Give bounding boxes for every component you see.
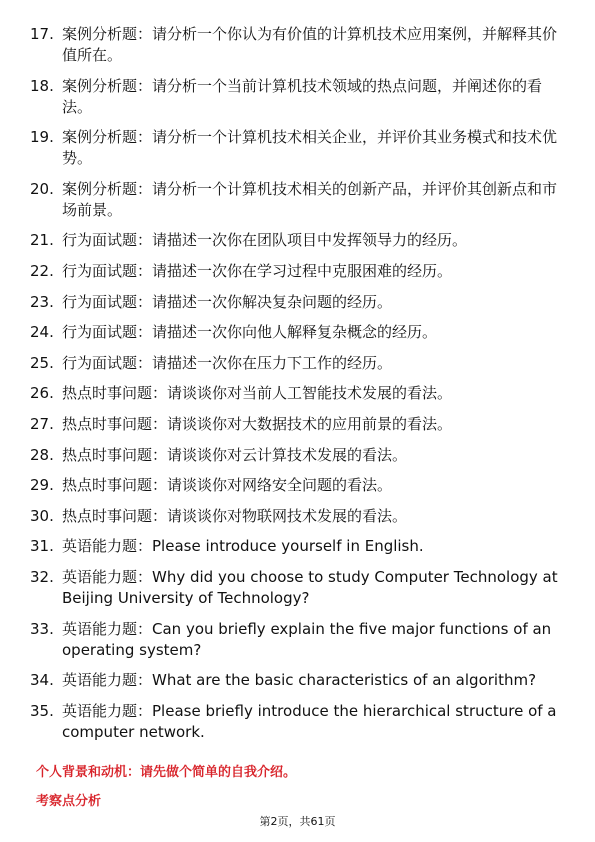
question-text: 案例分析题：请分析一个你认为有价值的计算机技术应用案例，并解释其价值所在。 [62, 25, 558, 64]
question-text: 行为面试题：请描述一次你在学习过程中克服困难的经历。 [62, 261, 453, 280]
question-text: 英语能力题：What are the basic characteristics of an algorithm? [62, 671, 537, 690]
question-text: 热点时事问题：请谈谈你对当前人工智能技术发展的看法。 [62, 384, 453, 403]
question-item [0, 619, 595, 661]
question-text: 行为面试题：请描述一次你在压力下工作的经历。 [62, 353, 393, 372]
question-item [0, 567, 595, 609]
question-text: 行为面试题：请描述一次你在团队项目中发挥领导力的经历。 [62, 231, 468, 250]
question-item [0, 383, 595, 404]
question-number: 23. [30, 292, 54, 311]
question-text: 热点时事问题：请谈谈你对物联网技术发展的看法。 [62, 506, 408, 525]
question-number: 25. [30, 353, 54, 372]
question-item [0, 292, 595, 313]
question-item [0, 353, 595, 374]
question-number: 17. [30, 25, 54, 43]
question-item [0, 24, 595, 66]
question-number: 28. [30, 445, 54, 464]
question-number: 31. [30, 537, 54, 556]
question-item [0, 670, 595, 691]
question-item [0, 701, 595, 743]
question-text: 英语能力题：Please introduce yourself in English. [62, 537, 424, 556]
question-item [0, 475, 595, 496]
page-footer: 第2页，共61页 [259, 815, 336, 828]
question-text: 英语能力题：Can you briefly explain the five major functions of an operating system? [62, 619, 552, 659]
question-text: 热点时事问题：请谈谈你对云计算技术发展的看法。 [62, 445, 408, 464]
question-text: 案例分析题：请分析一个计算机技术相关的创新产品，并评价其创新点和市场前景。 [62, 179, 558, 219]
question-text: 案例分析题：请分析一个当前计算机技术领域的热点问题，并阐述你的看法。 [62, 76, 543, 116]
question-item [0, 127, 595, 169]
question-number: 18. [30, 76, 54, 95]
question-text: 热点时事问题：请谈谈你对大数据技术的应用前景的看法。 [62, 414, 453, 433]
question-item [0, 179, 595, 221]
question-text: 英语能力题：Please briefly introduce the hierarchical structure of a computer network. [62, 701, 557, 741]
question-item [0, 506, 595, 527]
question-item [0, 414, 595, 435]
question-text: 行为面试题：请描述一次你解决复杂问题的经历。 [62, 292, 393, 311]
question-item [0, 76, 595, 118]
background-motivation-question: 个人背景和动机：请先做个简单的自我介绍。 [36, 765, 297, 780]
question-number: 19. [30, 128, 54, 147]
question-number: 30. [30, 506, 54, 525]
question-number: 24. [30, 323, 54, 342]
question-number: 26. [30, 384, 54, 403]
question-text: 行为面试题：请描述一次你向他人解释复杂概念的经历。 [62, 323, 438, 342]
question-text: 英语能力题：Why did you choose to study Computer Technology at Beijing University of Technology? [62, 567, 558, 607]
question-item [0, 322, 595, 343]
question-number: 20. [30, 179, 54, 198]
question-item [0, 261, 595, 282]
question-number: 32. [30, 567, 54, 586]
question-item [0, 230, 595, 251]
question-text: 案例分析题：请分析一个计算机技术相关企业，并评价其业务模式和技术优势。 [62, 128, 558, 168]
question-text: 热点时事问题：请谈谈你对网络安全问题的看法。 [62, 476, 393, 495]
question-item [0, 536, 595, 557]
question-number: 33. [30, 619, 54, 638]
question-number: 21. [30, 231, 54, 250]
question-number: 34. [30, 671, 54, 690]
section-heading: 考察点分析 [36, 794, 102, 809]
question-list [0, 24, 595, 752]
question-number: 27. [30, 414, 54, 433]
question-number: 29. [30, 476, 54, 495]
question-number: 22. [30, 261, 54, 280]
question-number: 35. [30, 701, 54, 720]
question-item [0, 445, 595, 466]
